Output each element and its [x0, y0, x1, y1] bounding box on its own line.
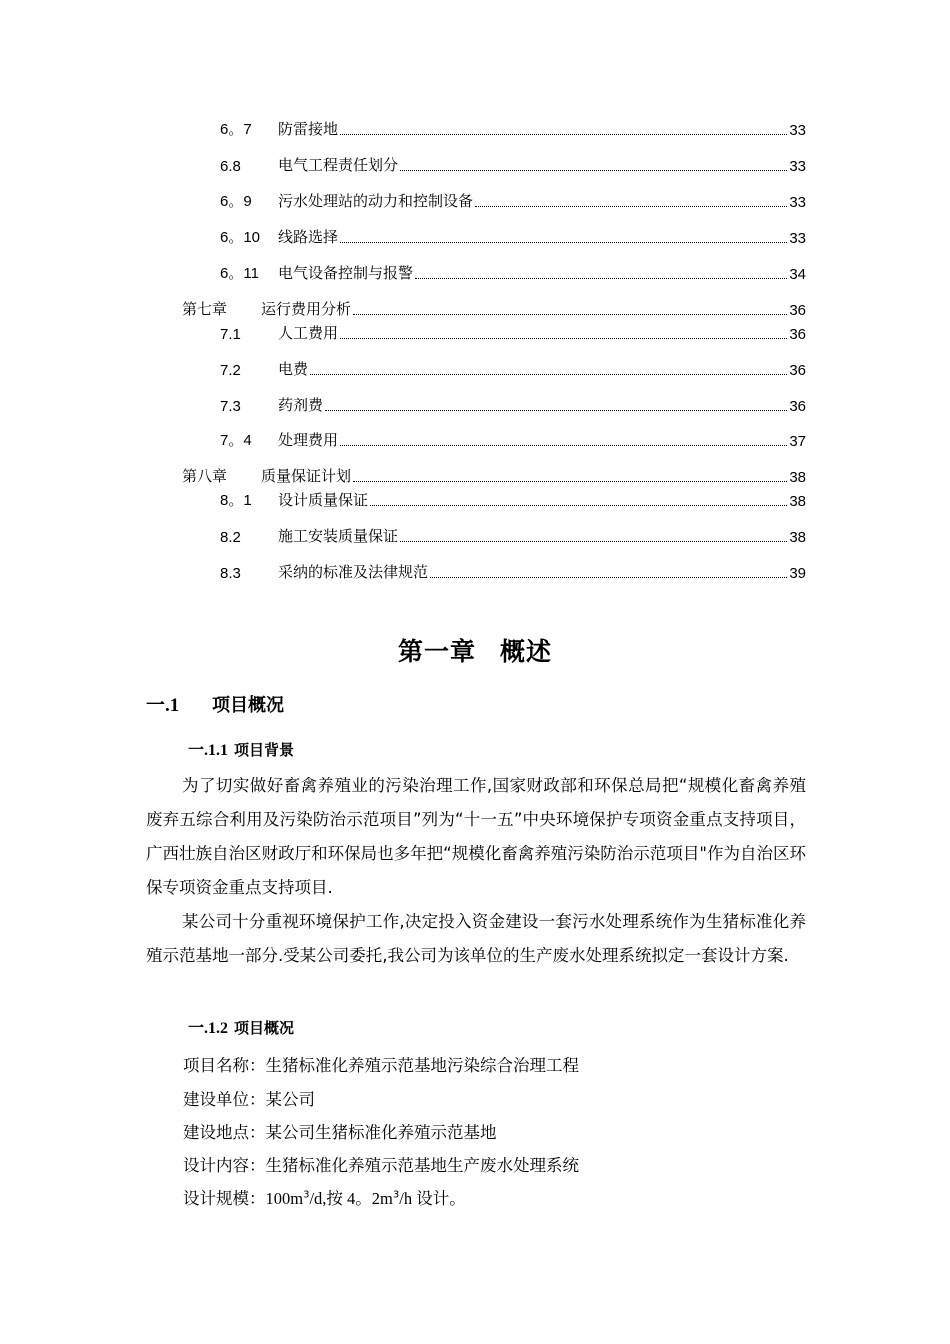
info-label: 建设地点：	[183, 1123, 266, 1142]
toc-num: 6。10	[220, 229, 261, 246]
section-heading	[146, 690, 284, 717]
toc-title: 施工安装质量保证	[278, 527, 399, 545]
toc-title: 设计质量保证	[278, 491, 369, 509]
info-value: /h 设计。	[399, 1189, 466, 1208]
info-value: 生猪标准化养殖示范基地污染综合治理工程	[265, 1056, 579, 1075]
toc-row[interactable]	[220, 189, 806, 211]
info-line-scale	[183, 1185, 466, 1209]
toc-num: 6。9	[220, 193, 252, 210]
toc-leader	[430, 577, 787, 578]
toc-row[interactable]	[220, 524, 806, 546]
superscript: 3	[392, 1189, 400, 1201]
info-label: 建设单位：	[183, 1090, 266, 1109]
info-line-site	[183, 1119, 497, 1143]
toc-leader	[340, 134, 787, 135]
subsection-title: 项目概况	[234, 1019, 295, 1037]
superscript: 3	[303, 1189, 310, 1201]
toc-num: 6。7	[220, 121, 252, 138]
section-number: 一.1	[146, 695, 180, 716]
chapter-number: 第一章	[397, 637, 476, 666]
toc-title: 防雷接地	[278, 120, 339, 138]
toc-title: 药剂费	[278, 396, 324, 414]
toc-row[interactable]	[220, 117, 806, 139]
toc-num: 8.2	[220, 529, 241, 546]
toc-leader	[310, 374, 787, 375]
toc-num: 7.3	[220, 398, 241, 415]
toc-page: 39	[789, 565, 806, 582]
toc-row[interactable]	[220, 393, 806, 415]
toc-page: 33	[789, 230, 806, 247]
toc-title: 人工费用	[278, 324, 339, 342]
toc-leader	[353, 314, 787, 315]
info-label: 设计内容：	[183, 1156, 266, 1175]
toc-title: 电气工程责任划分	[278, 156, 399, 174]
toc-num: 8.3	[220, 565, 241, 582]
toc-page: 33	[789, 158, 806, 175]
toc-leader	[340, 242, 787, 243]
toc-page: 33	[789, 194, 806, 211]
info-line-content	[183, 1152, 579, 1176]
toc-leader	[325, 410, 787, 411]
info-value: 100m	[265, 1189, 304, 1208]
info-value: 某公司生猪标准化养殖示范基地	[265, 1123, 497, 1142]
info-value: 某公司	[265, 1090, 315, 1109]
info-value: 生猪标准化养殖示范基地生产废水处理系统	[265, 1156, 579, 1175]
toc-title: 线路选择	[278, 228, 339, 246]
subsection-number: 一.1.1	[188, 742, 229, 759]
toc-row[interactable]	[220, 428, 806, 450]
toc-num: 7.1	[220, 326, 241, 343]
info-value: /d,按 4。2m	[309, 1189, 393, 1208]
info-label: 项目名称：	[183, 1056, 266, 1075]
toc-title: 污水处理站的动力和控制设备	[278, 192, 474, 210]
subsection-heading	[188, 737, 294, 760]
info-line-unit	[183, 1086, 315, 1110]
toc-row[interactable]	[220, 261, 806, 283]
toc-leader	[353, 481, 787, 482]
toc-row[interactable]	[220, 357, 806, 379]
chapter-title	[0, 632, 950, 668]
toc-leader	[400, 170, 787, 171]
toc-num: 第八章	[182, 467, 228, 485]
toc-page: 38	[789, 493, 806, 510]
toc-num: 6。11	[220, 265, 259, 282]
toc-row[interactable]	[220, 488, 806, 510]
toc-leader	[400, 541, 787, 542]
toc-page: 37	[789, 433, 806, 450]
toc-page: 38	[789, 469, 806, 486]
toc-page: 38	[789, 529, 806, 546]
section-title: 项目概况	[212, 695, 284, 716]
toc-title: 电费	[278, 360, 309, 378]
toc-num: 6.8	[220, 158, 241, 175]
subsection-title: 项目背景	[234, 741, 295, 759]
subsection-number: 一.1.2	[188, 1020, 229, 1037]
toc-page: 36	[789, 362, 806, 379]
toc-chapter-row[interactable]	[182, 297, 806, 319]
toc-row[interactable]	[220, 153, 806, 175]
toc-row[interactable]	[220, 560, 806, 582]
toc-leader	[415, 278, 787, 279]
toc-title: 采纳的标准及法律规范	[278, 563, 429, 581]
toc-num: 8。1	[220, 492, 252, 509]
toc-leader	[370, 505, 787, 506]
toc-leader	[340, 445, 787, 446]
toc-title: 电气设备控制与报警	[278, 264, 414, 282]
toc-page: 33	[789, 122, 806, 139]
toc-page: 36	[789, 326, 806, 343]
toc-page: 34	[789, 266, 806, 283]
toc-page: 36	[789, 398, 806, 415]
toc-row[interactable]	[220, 321, 806, 343]
toc-num: 第七章	[182, 300, 228, 318]
toc-leader	[475, 206, 787, 207]
toc-title: 运行费用分析	[261, 300, 352, 318]
toc-row[interactable]	[220, 225, 806, 247]
subsection-heading	[188, 1015, 294, 1038]
toc-leader	[340, 338, 787, 339]
toc-num: 7.2	[220, 362, 241, 379]
toc-title: 处理费用	[278, 431, 339, 449]
toc-page: 36	[789, 302, 806, 319]
paragraph: 某公司十分重视环境保护工作,决定投入资金建设一套污水处理系统作为生猪标准化养殖示范基地一部分.受某公司委托,我公司为该单位的生产废水处理系统拟定一套设计方案.	[146, 912, 806, 965]
toc-chapter-row[interactable]	[182, 464, 806, 486]
info-label: 设计规模：	[183, 1189, 266, 1208]
toc-num: 7。4	[220, 432, 252, 449]
chapter-name: 概述	[500, 637, 553, 666]
info-line-project-name	[183, 1052, 579, 1076]
paragraph: 为了切实做好畜禽养殖业的污染治理工作,国家财政部和环保总局把“规模化畜禽养殖废弃五综合利用及污染防治示范项目”列为“十一五”中央环境保护专项资金重点支持项目，广西壮族自治区财政厅和环保局也多年把“规模化畜禽养殖污染防治示范项目"作为自治区环保专项资金重点支持项目.	[146, 776, 806, 897]
toc-title: 质量保证计划	[261, 467, 352, 485]
